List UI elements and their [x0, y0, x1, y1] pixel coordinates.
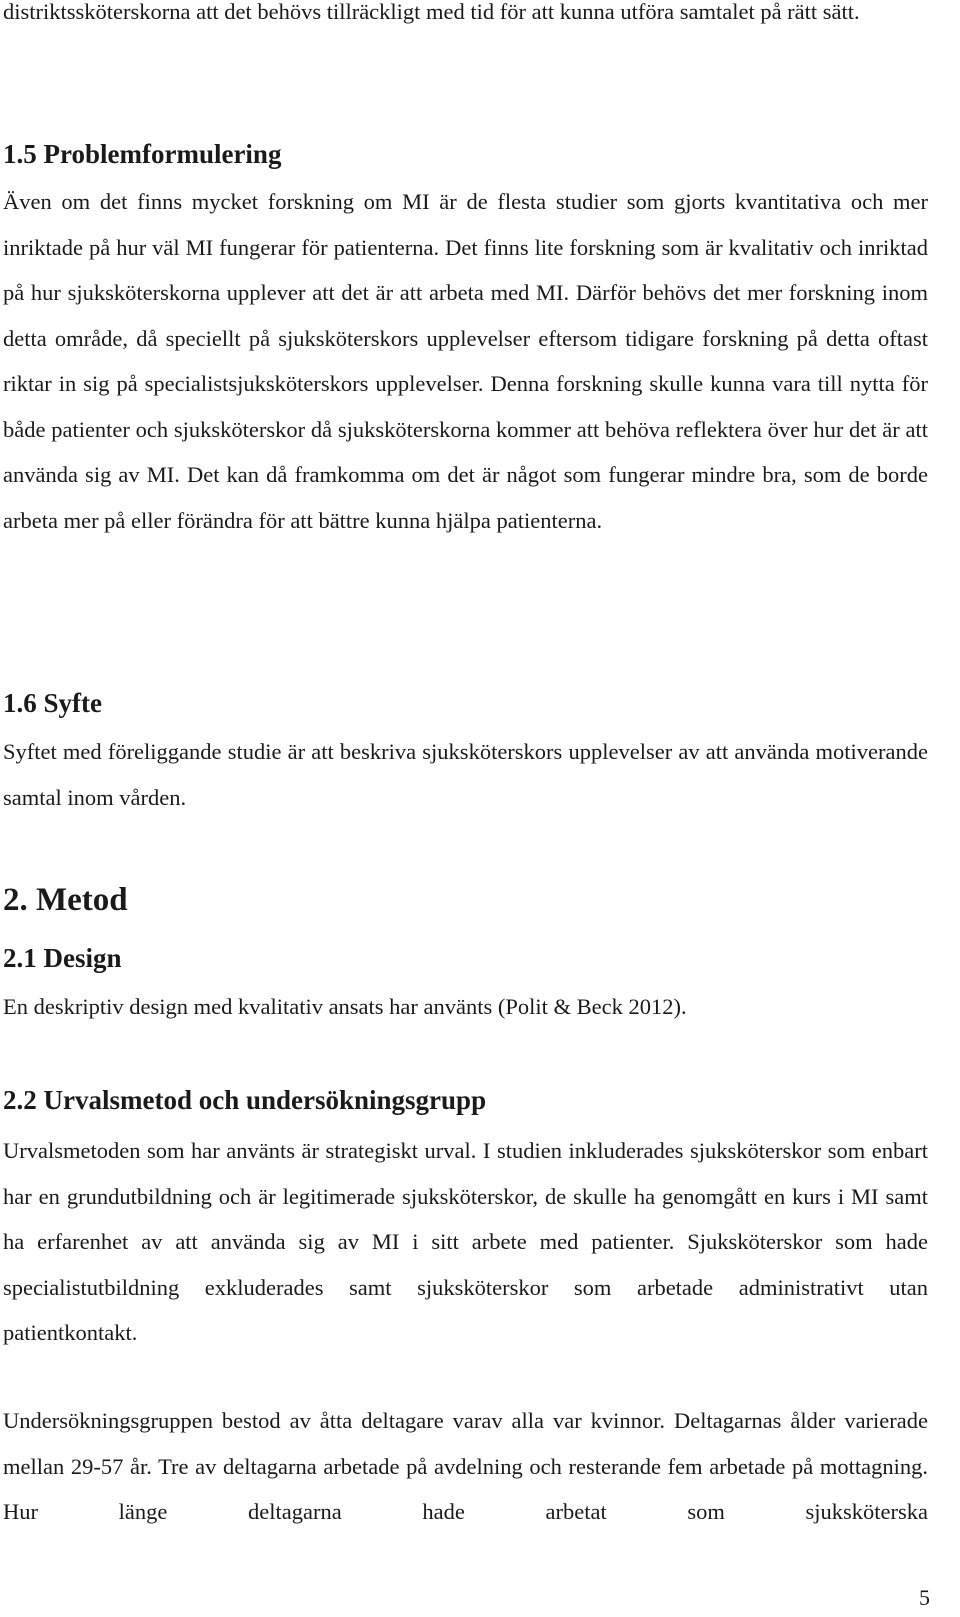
section-1-6-heading: 1.6 Syfte	[3, 688, 102, 718]
section-2-2-heading: 2.2 Urvalsmetod och undersökningsgrupp	[3, 1085, 487, 1115]
section-2-2-paragraph-1: Urvalsmetoden som har använts är strategiskt urval. I studien inkluderades sjuksköterskor som enbart har en grundutbildning och är legitimerade sjuksköterskor, de skulle ha genomgått en kurs i MI samt ha erfarenhet av att använda sig av MI i sitt arbete med patienter. Sjuksköterskor som hade specialistutbildning exkluderades samt sjuksköterskor som arbetade administrativt utan patientkontakt.	[3, 1138, 928, 1345]
section-1-6-paragraph: Syftet med föreliggande studie är att beskriva sjuksköterskors upplevelser av att använda motiverande samtal inom vården.	[3, 739, 928, 810]
section-2-heading: 2. Metod	[3, 882, 128, 918]
section-2-1-paragraph: En deskriptiv design med kvalitativ ansats har använts (Polit & Beck 2012).	[3, 994, 687, 1019]
section-2-2-paragraph-2: Undersökningsgruppen bestod av åtta deltagare varav alla var kvinnor. Deltagarnas ålder varierade mellan 29-57 år. Tre av deltagarna arbetade på avdelning och resterande fem arbetade på mottagning. Hur länge deltagarna hade arbetat som sjuksköterska	[3, 1408, 928, 1524]
section-2-1-heading: 2.1 Design	[3, 943, 122, 973]
section-1-5-paragraph: Även om det finns mycket forskning om MI är de flesta studier som gjorts kvantitativa och mer inriktade på hur väl MI fungerar för patienterna. Det finns lite forskning som är kvalitativ och inriktad på hur sjuksköterskorna upplever att det är att arbeta med MI. Därför behövs det mer forskning inom detta område, då speciellt på sjuksköterskors upplevelser eftersom tidigare forskning på detta oftast riktar in sig på specialistsjuksköterskors upplevelser. Denna forskning skulle kunna vara till nytta för både patienter och sjuksköterskor då sjuksköterskorna kommer att behöva reflektera över hur det är att använda sig av MI. Det kan då framkomma om det är något som fungerar mindre bra, som de borde arbeta mer på eller förändra för att bättre kunna hjälpa patienterna.	[3, 189, 928, 533]
page-number: 5	[919, 1585, 930, 1610]
continuation-paragraph: distriktssköterskorna att det behövs tillräckligt med tid för att kunna utföra samtalet på rätt sätt.	[3, 0, 860, 24]
section-1-5-heading: 1.5 Problemformulering	[3, 139, 282, 169]
